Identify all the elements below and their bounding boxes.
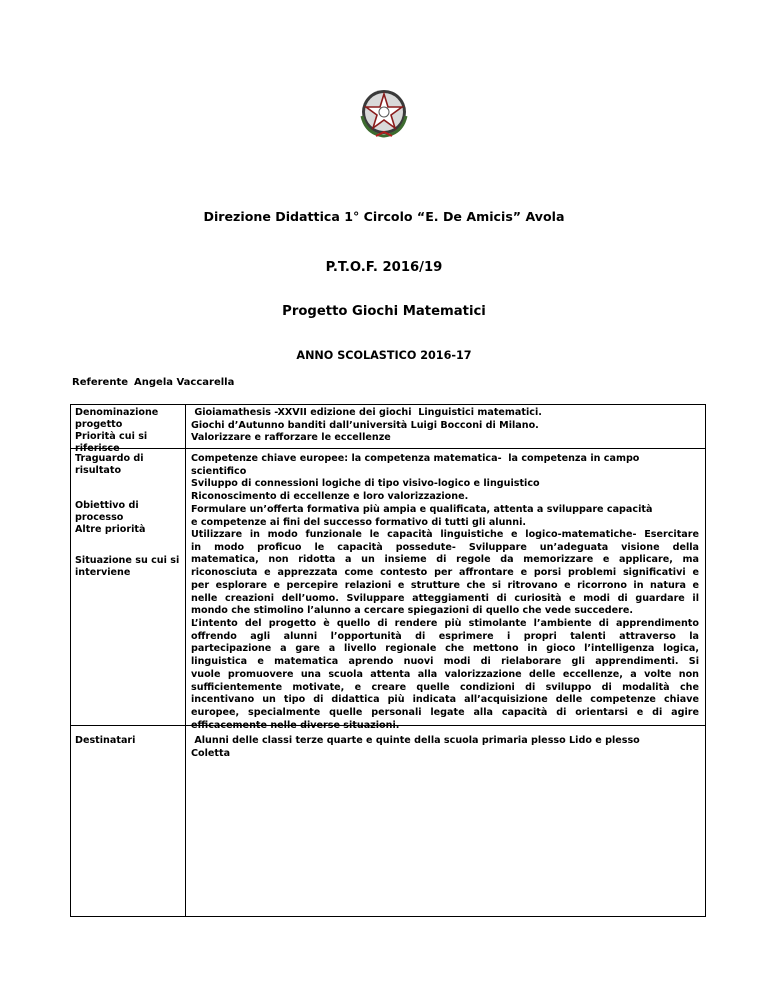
situazione-text	[191, 618, 699, 732]
text-line: Formulare un’offerta formativa più ampia e qualificata, attenta a sviluppare capacità	[191, 504, 653, 515]
text-line: Gioiamathesis -XXVII edizione dei giochi Linguistici matematici.	[191, 407, 542, 418]
text-line: vuole promuovere una scuola attenta alla valorizzazione delle eccellenze, a volte non	[191, 668, 699, 680]
text-line: Alunni delle classi terze quarte e quinte della scuola primaria plesso Lido e plesso	[191, 735, 640, 746]
traguardo-text	[191, 453, 699, 504]
text-line: e competenze ai fini del successo formativo di tutti gli alunni.	[191, 516, 527, 528]
text-line: linguistica e matematica aprendo nuovi modi di rielaborare gli apprendimenti. Si	[191, 656, 699, 668]
label-altre-priorita: Altre priorità	[75, 524, 146, 535]
italian-republic-emblem-icon	[356, 86, 412, 140]
project-table	[70, 404, 706, 917]
text-line: sufficientemente motivate, e creare quelle condizioni di sviluppo di modalità che	[191, 681, 699, 693]
label-obiettivo: Obiettivo di processo	[75, 500, 139, 523]
label-traguardo: Traguardo di risultato	[75, 453, 144, 476]
text-line: Coletta	[191, 747, 231, 759]
label-priorita: Priorità cui si riferisce	[75, 431, 148, 454]
referente-name: Angela Vaccarella	[134, 377, 235, 388]
school-year: ANNO SCOLASTICO 2016-17	[296, 349, 472, 362]
denominazione-text	[191, 407, 699, 445]
obiettivo-text	[191, 504, 699, 529]
text-line: per esplorare e percepire relazioni e strutture che si ritrovano e ricorrono in natura e	[191, 579, 699, 591]
text-line: riconosciuta e apprezzata come contesto per affrontare e porsi problemi significativi e	[191, 567, 699, 579]
text-line: offrendo agli alunni l’opportunità di esprimere i propri talenti attraverso la	[191, 630, 699, 642]
ptof-title: P.T.O.F. 2016/19	[325, 260, 443, 275]
text-line: Valorizzare e rafforzare le eccellenze	[191, 432, 391, 444]
text-line: L’intento del progetto è quello di rendere più stimolante l’ambiente di apprendimento	[191, 618, 699, 629]
text-line: nelle creazioni dell’uomo. Sviluppare atteggiamenti di curiosità e modi di guardare il	[191, 592, 699, 604]
destinatari-text	[191, 735, 699, 760]
text-line: efficacemente nelle diverse situazioni.	[191, 719, 400, 731]
text-line: Utilizzare in modo funzionale le capacità linguistiche e logico-matematiche- Esercitare	[191, 529, 699, 540]
text-line: Competenze chiave europee: la competenza matematica- la competenza in campo	[191, 453, 640, 464]
text-line: in modo proficuo le capacità possedute- Sviluppare un’adeguata visione della	[191, 541, 699, 553]
school-name: Direzione Didattica 1° Circolo “E. De Amicis” Avola	[203, 209, 565, 224]
text-line: matematica, non ridotta a un insieme di regole da memorizzare e applicare, ma	[191, 554, 699, 566]
referente-label: Referente	[72, 377, 129, 388]
project-title: Progetto Giochi Matematici	[282, 304, 486, 319]
referente-line	[72, 377, 234, 388]
text-line: Sviluppo di connessioni logiche di tipo visivo-logico e linguistico	[191, 478, 540, 490]
label-destinatari: Destinatari	[75, 735, 136, 746]
text-line: mondo che stimolino l’alunno a cercare spiegazioni di quello che vede succedere.	[191, 605, 634, 617]
label-situazione: Situazione su cui si interviene	[75, 555, 180, 578]
altre-priorita-text	[191, 529, 699, 618]
label-denominazione: Denominazione progetto	[75, 407, 159, 430]
text-line: incentivano un tipo di didattica più indicata all’acquisizione delle competenze chiave	[191, 694, 699, 706]
column-divider	[185, 405, 186, 916]
text-line: scientifico	[191, 465, 247, 477]
text-line: partecipazione a gare a livello regionale che mettono in gioco l’intelligenza logica,	[191, 643, 699, 655]
text-line: europee, specialmente quelle personali legate alla capacità di orientarsi e di agire	[191, 706, 699, 718]
text-line: Giochi d’Autunno banditi dall’università Luigi Bocconi di Milano.	[191, 419, 539, 431]
text-line: Riconoscimento di eccellenze e loro valorizzazione.	[191, 491, 469, 503]
